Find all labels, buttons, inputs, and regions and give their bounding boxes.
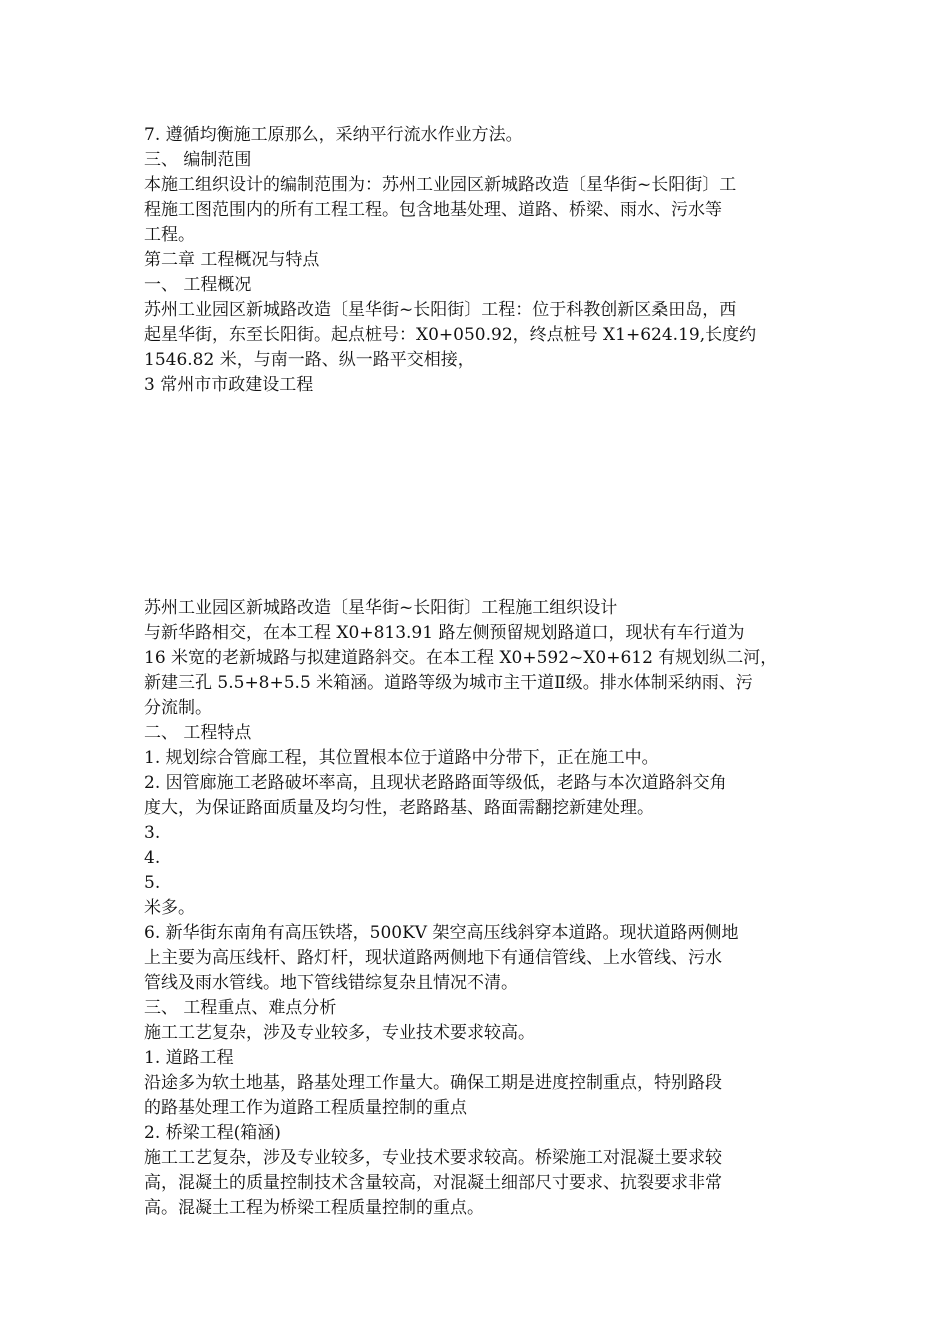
text-line: 度大，为保证路面质量及均匀性，老路路基、路面需翻挖新建处理。 xyxy=(144,798,654,818)
text-line: 工程。 xyxy=(144,225,195,245)
text-line: 施工工艺复杂，涉及专业较多，专业技术要求较高。 xyxy=(144,1023,535,1043)
subsection-heading: 2. 桥梁工程(箱涵) xyxy=(144,1123,281,1143)
text-line: 1546.82 米，与南一路、纵一路平交相接， xyxy=(144,350,475,370)
text-line: 本施工组织设计的编制范围为：苏州工业园区新城路改造〔星华街~长阳街〕工 xyxy=(144,175,737,195)
text-line: 分流制。 xyxy=(144,698,212,718)
text-line: 5. xyxy=(144,873,161,893)
section-heading: 一、 工程概况 xyxy=(144,275,252,295)
text-line: 程施工图范围内的所有工程工程。包含地基处理、道路、桥梁、雨水、污水等 xyxy=(144,200,722,220)
text-block-top xyxy=(144,123,814,398)
text-line: 4. xyxy=(144,848,161,868)
text-line: 上主要为高压线杆、路灯杆，现状道路两侧地下有通信管线、上水管线、污水 xyxy=(144,948,722,968)
chapter-heading: 第二章 工程概况与特点 xyxy=(144,250,320,270)
page-footer: 3 常州市市政建设工程 xyxy=(144,375,314,395)
text-line: 1. 规划综合管廊工程，其位置根本位于道路中分带下，正在施工中。 xyxy=(144,748,659,768)
text-line: 苏州工业园区新城路改造〔星华街~长阳街〕工程：位于科教创新区桑田岛，西 xyxy=(144,300,737,320)
text-line: 高。混凝土工程为桥梁工程质量控制的重点。 xyxy=(144,1198,484,1218)
text-block-bottom xyxy=(144,596,814,1221)
page-header: 苏州工业园区新城路改造〔星华街~长阳街〕工程施工组织设计 xyxy=(144,598,618,618)
text-line: 7. 遵循均衡施工原那么，采纳平行流水作业方法。 xyxy=(144,125,523,145)
text-line: 起星华街，东至长阳街。起点桩号：X0+050.92，终点桩号 X1+624.19,长度约 xyxy=(144,325,757,345)
text-line: 施工工艺复杂，涉及专业较多，专业技术要求较高。桥梁施工对混凝土要求较 xyxy=(144,1148,722,1168)
text-line: 管线及雨水管线。地下管线错综复杂且情况不清。 xyxy=(144,973,518,993)
text-line: 2. 因管廊施工老路破坏率高，且现状老路路面等级低，老路与本次道路斜交角 xyxy=(144,773,727,793)
section-heading: 二、 工程特点 xyxy=(144,723,252,743)
text-line: 16 米宽的老新城路与拟建道路斜交。在本工程 X0+592~X0+612 有规划纵二河， xyxy=(144,648,778,668)
text-line: 高，混凝土的质量控制技术含量较高，对混凝土细部尺寸要求、抗裂要求非常 xyxy=(144,1173,722,1193)
subsection-heading: 1. 道路工程 xyxy=(144,1048,234,1068)
text-line: 6. 新华街东南角有高压铁塔，500KV 架空高压线斜穿本道路。现状道路两侧地 xyxy=(144,923,739,943)
section-heading: 三、 工程重点、难点分析 xyxy=(144,998,337,1018)
text-line: 米多。 xyxy=(144,898,195,918)
text-line: 与新华路相交，在本工程 X0+813.91 路左侧预留规划路道口，现状有车行道为 xyxy=(144,623,745,643)
text-line: 3. xyxy=(144,823,161,843)
text-line: 的路基处理工作为道路工程质量控制的重点 xyxy=(144,1098,467,1118)
text-line: 新建三孔 5.5+8+5.5 米箱涵。道路等级为城市主干道Ⅱ级。排水体制采纳雨、污 xyxy=(144,673,753,693)
section-heading: 三、 编制范围 xyxy=(144,150,252,170)
text-line: 沿途多为软土地基，路基处理工作量大。确保工期是进度控制重点，特别路段 xyxy=(144,1073,722,1093)
